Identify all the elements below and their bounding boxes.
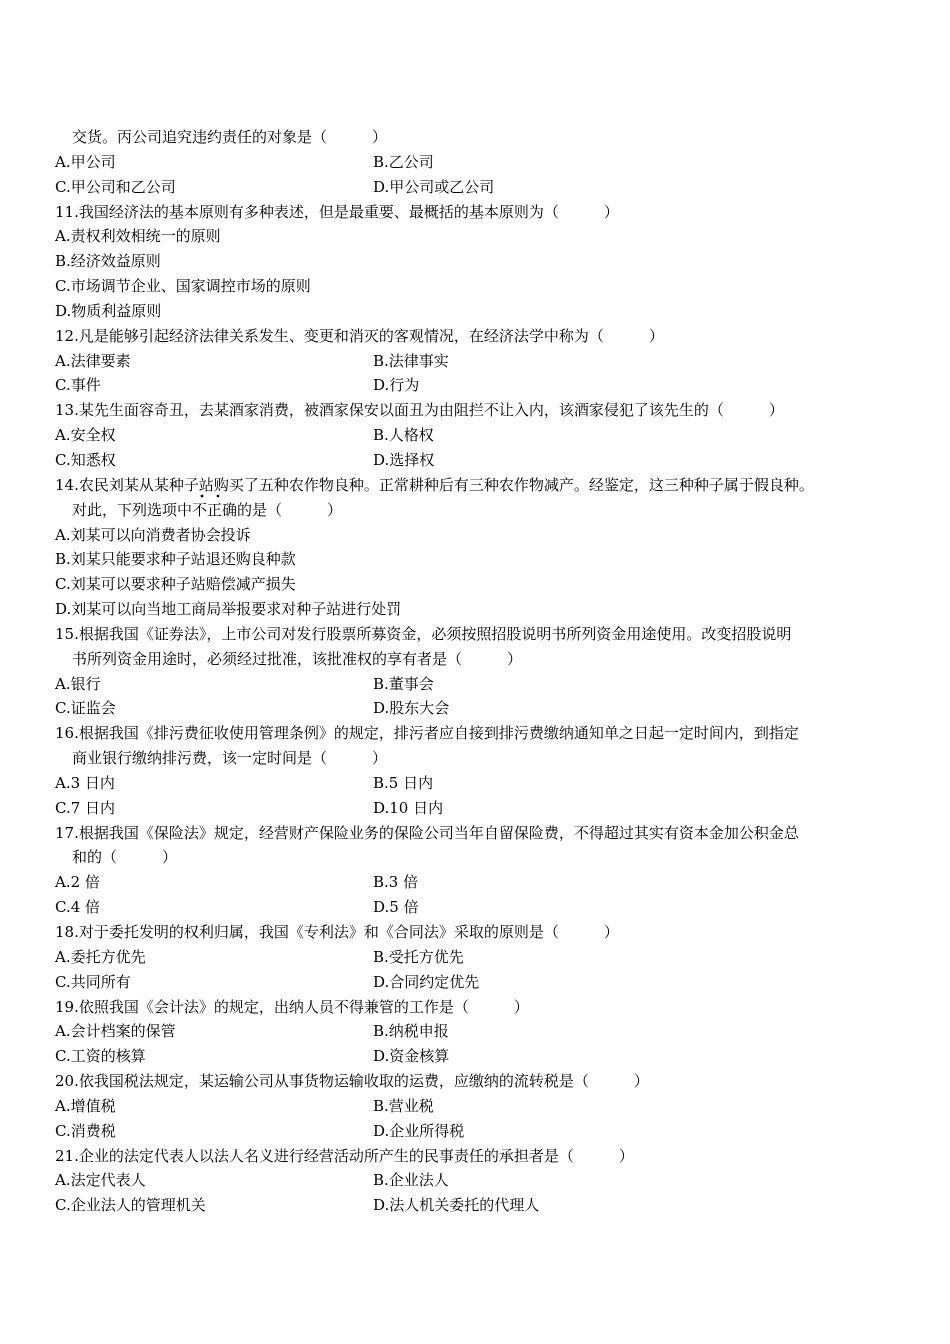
question-15: 15.根据我国《证券法》，上市公司对发行股票所募资金，必须按照招股说明书所列资金用途使用。改变招股说明 — [55, 624, 792, 643]
question-13: 13.某先生面容奇丑，去某酒家消费，被酒家保安以面丑为由阻拦不让入内，该酒家侵犯了该先生的（ ） — [55, 401, 784, 420]
question-17: 17.根据我国《保险法》规定，经营财产保险业务的保险公司当年自留保险费，不得超过其实有资本金加公积金总 — [55, 823, 799, 842]
option-row — [55, 423, 915, 448]
option-d: D.10 日内 — [373, 798, 444, 817]
option-a: A.刘某可以向消费者协会投诉 — [55, 525, 251, 544]
option-row — [55, 1019, 915, 1044]
option-c: C.证监会 — [55, 699, 116, 718]
option-d: D.企业所得税 — [373, 1121, 465, 1140]
question-18: 18.对于委托发明的权利归属，我国《专利法》和《合同法》采取的原则是（ ） — [55, 923, 619, 941]
option-row — [55, 349, 915, 374]
option-b: B.董事会 — [373, 674, 434, 693]
question-14: 14.农民刘某从某种子站购买了五种农作物良种。正常耕种后有三种农作物减产。经鉴定，这三种种子属于假良种。 — [55, 475, 814, 494]
option-row — [55, 945, 915, 970]
option-row — [55, 895, 915, 920]
option-a: A.责权利效相统一的原则 — [55, 227, 221, 246]
option-b: B.法律事实 — [373, 351, 449, 370]
option-row — [55, 870, 915, 895]
option-row — [55, 1119, 915, 1144]
option-row — [55, 796, 915, 821]
question-19: 19.依照我国《会计法》的规定，出纳人员不得兼管的工作是（ ） — [55, 997, 529, 1016]
option-a: A.会计档案的保管 — [55, 1022, 176, 1041]
exam-page — [55, 125, 915, 1218]
option-d: D.合同约定优先 — [373, 972, 480, 991]
option-d: D.5 倍 — [373, 898, 419, 917]
option-c: C.工资的核算 — [55, 1047, 146, 1066]
question-14-continuation: 对此，下列选项中不正确的是（ ） — [72, 500, 343, 519]
option-row — [55, 1193, 915, 1218]
question-continuation: 交货。丙公司追究违约责任的对象是（ ） — [72, 128, 388, 146]
option-row — [55, 672, 915, 697]
option-d: D.物质利益原则 — [55, 301, 162, 320]
option-d: D.行为 — [373, 376, 420, 395]
option-d: D.法人机关委托的代理人 — [373, 1196, 540, 1215]
option-c: C.刘某可以要求种子站赔偿减产损失 — [55, 575, 296, 594]
option-b: B.5 日内 — [373, 773, 434, 792]
question-21: 21.企业的法定代表人以法人名义进行经营活动所产生的民事责任的承担者是（ ） — [55, 1146, 634, 1165]
option-c: C.消费税 — [55, 1121, 116, 1140]
option-d: D.刘某可以向当地工商局举报要求对种子站进行处罚 — [55, 600, 402, 619]
option-a: A.委托方优先 — [55, 947, 146, 966]
option-row — [55, 175, 915, 200]
option-c: C.4 倍 — [55, 898, 101, 917]
question-12: 12.凡是能够引起经济法律关系发生、变更和消灭的客观情况，在经济法学中称为（ ） — [55, 326, 664, 345]
option-a: A.甲公司 — [55, 152, 116, 171]
option-row — [55, 1168, 915, 1193]
option-a: A.2 倍 — [55, 873, 100, 892]
emphasis-dots: 不正确 — [192, 500, 238, 519]
option-b: B.经济效益原则 — [55, 252, 161, 271]
option-d: D.选择权 — [373, 450, 435, 469]
option-c: C.共同所有 — [55, 972, 131, 991]
option-b: B.刘某只能要求种子站退还购良种款 — [55, 550, 296, 569]
option-row — [55, 373, 915, 398]
option-a: A.3 日内 — [55, 773, 115, 792]
option-d: D.资金核算 — [373, 1047, 450, 1066]
option-b: B.纳税申报 — [373, 1022, 449, 1041]
option-c: C.7 日内 — [55, 798, 116, 817]
option-row — [55, 771, 915, 796]
option-row — [55, 448, 915, 473]
option-b: B.3 倍 — [373, 873, 419, 892]
question-16-continuation: 商业银行缴纳排污费，该一定时间是（ ） — [72, 749, 388, 768]
option-c: C.企业法人的管理机关 — [55, 1196, 206, 1215]
option-row — [55, 1044, 915, 1069]
option-b: B.人格权 — [373, 426, 434, 445]
option-a: A.法律要素 — [55, 351, 131, 370]
option-d: D.股东大会 — [373, 699, 450, 718]
question-16: 16.根据我国《排污费征收使用管理条例》的规定，排污者应自接到排污费缴纳通知单之日起一定时间内，到指定 — [55, 724, 799, 743]
option-b: B.乙公司 — [373, 152, 434, 171]
option-a: A.增值税 — [55, 1096, 116, 1115]
option-b: B.企业法人 — [373, 1171, 449, 1190]
option-row — [55, 150, 915, 175]
question-20: 20.依我国税法规定，某运输公司从事货物运输收取的运费，应缴纳的流转税是（ ） — [55, 1072, 649, 1091]
option-a: A.安全权 — [55, 426, 116, 445]
question-11: 11.我国经济法的基本原则有多种表述，但是最重要、最概括的基本原则为（ ） — [55, 202, 619, 221]
option-a: A.法定代表人 — [55, 1171, 146, 1190]
option-row — [55, 696, 915, 721]
option-row — [55, 970, 915, 995]
option-d: D.甲公司或乙公司 — [373, 177, 495, 196]
option-c: C.事件 — [55, 376, 101, 395]
option-a: A.银行 — [55, 674, 101, 693]
question-17-continuation: 和的（ ） — [72, 848, 178, 867]
question-15-continuation: 书所列资金用途时，必须经过批准，该批准权的享有者是（ ） — [72, 649, 523, 668]
option-c: C.知悉权 — [55, 450, 116, 469]
option-c: C.甲公司和乙公司 — [55, 177, 176, 196]
option-row — [55, 1094, 915, 1119]
option-b: B.受托方优先 — [373, 947, 464, 966]
option-b: B.营业税 — [373, 1096, 434, 1115]
option-c: C.市场调节企业、国家调控市场的原则 — [55, 277, 311, 296]
